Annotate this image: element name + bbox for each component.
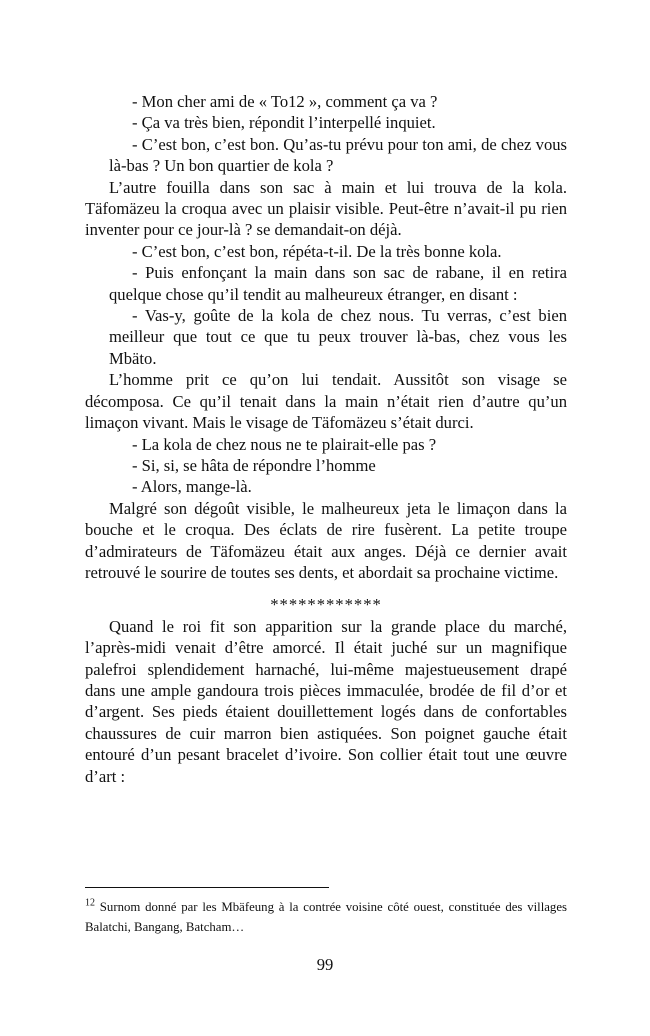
page-number: 99 <box>316 955 334 974</box>
paragraph: Quand le roi fit son apparition sur la grande place du marché, l’après-midi venait d’être amorcé. Il était juché sur un magnifique palefroi splendidement harnaché, lui-même majestueusement drapé dans une ample gandoura trois pièces immaculée, brodée de fil d’or et d’argent. Ses pieds étaient douillettement logés dans de confortables chaussures de cuir marron bien astiquées. Son poignet gauche était entouré d’un pesant bracelet d’ivoire. Son collier était tout une œuvre d’art : <box>85 616 567 786</box>
paragraph: - Alors, mange-là. <box>132 477 252 497</box>
footnote <box>85 898 567 937</box>
paragraph: - Vas-y, goûte de la kola de chez nous. Tu verras, c’est bien meilleur que tout ce que tu peux trouver là-bas, chez vous les Mbäto. <box>109 306 567 368</box>
paragraph: - Puis enfonçant la main dans son sac de rabane, il en retira quelque chose qu’il tendit au malheureux étranger, en disant : <box>109 263 567 304</box>
paragraph: - Ça va très bien, répondit l’interpellé inquiet. <box>132 113 436 133</box>
paragraph: Malgré son dégoût visible, le malheureux jeta le limaçon dans la bouche et le croqua. Des éclats de rire fusèrent. La petite troupe d’admirateurs de Täfomäzeu était aux anges. Déjà ce dernier avait retrouvé le sourire de toutes ses dents, et abordait sa prochaine victime. <box>85 498 567 582</box>
paragraph: L’homme prit ce qu’on lui tendait. Aussitôt son visage se décomposa. Ce qu’il tenait dans la main n’était rien d’autre qu’un limaçon vivant. Mais le visage de Täfomäzeu s’était durci. <box>85 370 567 433</box>
paragraph: - C’est bon, c’est bon, répéta-t-il. De la très bonne kola. <box>132 241 502 261</box>
paragraph: L’autre fouilla dans son sac à main et lui trouva de la kola. Täfomäzeu la croqua avec un plaisir visible. Peut-être n’avait-il pu rien inventer pour ce jour-là ? se demandait-on déjà. <box>85 177 567 240</box>
footnote-rule <box>85 887 329 888</box>
paragraph: - Si, si, se hâta de répondre l’homme <box>132 455 376 475</box>
body-text <box>85 91 567 787</box>
paragraph: - La kola de chez nous ne te plairait-elle pas ? <box>132 434 437 454</box>
section-separator: ************ <box>270 595 382 615</box>
footnote-text: Surnom donné par les Mbäfeung à la contrée voisine côté ouest, constituée des villages Balatchi, Bangang, Batcham… <box>85 900 567 934</box>
paragraph: - Mon cher ami de « To12 », comment ça va ? <box>132 92 438 111</box>
footnote-number: 12 <box>85 897 95 909</box>
paragraph: - C’est bon, c’est bon. Qu’as-tu prévu pour ton ami, de chez vous là-bas ? Un bon quartier de kola ? <box>109 134 567 176</box>
